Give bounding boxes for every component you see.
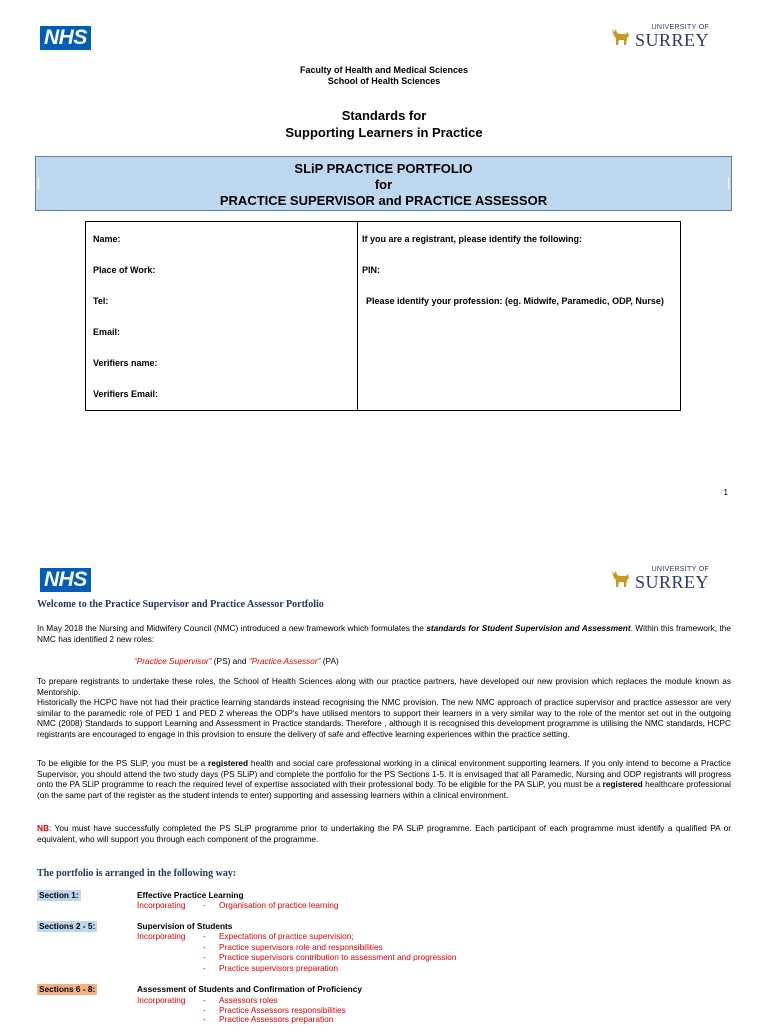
section-item: Practice Assessors preparation [219,1014,334,1024]
portfolio-title-banner [35,156,732,211]
university-of-surrey-logo-page-2 [608,566,709,591]
incorporating-label: Incorporating [137,931,186,941]
university-of-surrey-logo [608,24,709,49]
title-line-1: Standards for [341,108,427,123]
stag-icon [608,25,632,49]
verifiers-email-label[interactable]: Verifiers Email: [93,389,159,399]
school-name: School of Health Sciences [327,76,441,86]
place-of-work-label[interactable]: Place of Work: [93,265,156,275]
incorporating-label: Incorporating [137,995,186,1005]
pin-label[interactable]: PIN: [362,265,380,275]
item-dash: - [203,1005,206,1015]
item-dash: - [203,952,206,962]
incorporating-label: Incorporating [137,900,186,910]
item-dash: - [203,900,206,910]
section-item: Expectations of practice supervision; [219,931,354,941]
section-label: Sections 2 - 5: [39,921,96,931]
mentorship-paragraph: To prepare registrants to undertake these roles, the School of Health Sciences along with our practice partners, have developed our new provision which replaces the module known as Mentorship. [37,676,731,697]
title-line-2: Supporting Learners in Practice [285,125,483,140]
item-dash: - [203,995,206,1005]
item-dash: - [203,1014,206,1024]
email-label[interactable]: Email: [93,327,121,337]
faculty-name: Faculty of Health and Medical Sciences [299,65,469,75]
page-number: 1 [723,488,728,497]
section-item: Practice supervisors preparation [219,963,338,973]
stag-icon [608,567,632,591]
details-form [85,221,681,411]
eligibility-paragraph: To be eligible for the PS SLiP, you must be a registered health and social care professional working in a clinical environment supporting learners. If you only intend to become a Practice Supervisor, you should attend the two study days (PS SLiP) and complete the portfolio for the PS Sections 1-5. It is envisaged that all Paramedic, Nursing and ODP registrants will progress onto the PA SLiP programme to reach the required level of expertise associated with their professional body. To be eligible for the PA SLiP, you must be a registered healthcare professional (on the same part of the register as the student intends to enter) supporting and assessing learners within a clinical environment. [37,758,732,800]
nhs-logo: NHS [40,26,91,50]
section-title: Assessment of Students and Confirmation of Proficiency [137,984,362,994]
arrangement-heading: The portfolio is arranged in the following way: [37,868,237,879]
section-item: Practice supervisors contribution to assessment and progression [219,952,457,962]
roles-line: “Practice Supervisor” (PS) and “Practice Assessor” (PA) [134,656,339,666]
form-divider [357,222,358,410]
intro-paragraph: In May 2018 the Nursing and Midwifery Council (NMC) introduced a new framework which formulates the standards for Student Supervision and Assessment. Within this framework, the NMC has identified 2 new roles: [37,623,731,644]
role-practice-assessor: “Practice Assessor” [248,656,321,666]
item-dash: - [203,931,206,941]
section-title: Supervision of Students [137,921,233,931]
banner-line-3: PRACTICE SUPERVISOR and PRACTICE ASSESSOR [219,193,548,208]
registrant-prompt: If you are a registrant, please identify the following: [362,234,583,244]
banner-line-2: for [374,177,393,192]
logo-surrey-text: SURREY [635,572,710,592]
nb-paragraph: NB: You must have successfully completed the PS SLiP programme prior to undertaking the PA SLiP programme. Each participant of each programme must identify a qualified PA or equivalent, who will support you through each component of the programme. [37,823,731,844]
profession-prompt[interactable]: Please identify your profession: (eg. Midwife, Paramedic, ODP, Nurse) [366,296,664,306]
role-practice-supervisor: “Practice Supervisor” [134,656,212,666]
section-label: Sections 6 - 8: [39,984,96,994]
name-label[interactable]: Name: [93,234,121,244]
logo-university-of-text: UNIVERSITY OF [651,566,710,573]
nhs-logo-page-2: NHS [40,568,91,592]
section-item: Organisation of practice learning [219,900,339,910]
logo-surrey-text: SURREY [635,30,710,50]
banner-line-1: SLiP PRACTICE PORTFOLIO [294,161,473,176]
logo-university-of-text: UNIVERSITY OF [651,24,710,31]
item-dash: - [203,963,206,973]
section-item: Assessors roles [219,995,278,1005]
welcome-heading: Welcome to the Practice Supervisor and Practice Assessor Portfolio [37,599,324,610]
section-item: Practice Assessors responsibilities [219,1005,346,1015]
nb-label: NB [37,823,49,833]
section-item: Practice supervisors role and responsibilities [219,942,383,952]
hcpc-paragraph: Historically the HCPC have not had their practice learning standards instead recognising the NMC provision. The new NMC approach of practice supervisor and practice assessor are very similar to the paramedic role of PED 1 and PED 2 whereas the ODP's have utilised mentors to support their learners in a very similar way to the role of the mentor set out in the outgoing NMC (2008) Standards to support Learning and Assessment in Practice standards. Therefore , although it is recognised this development programme is utilising the NMC standards, HCPC registrants are encouraged to engage in this provision to ensure the delivery of safe and effective learning experiences within the practice setting. [37,697,731,739]
tel-label[interactable]: Tel: [93,296,109,306]
section-title: Effective Practice Learning [137,890,244,900]
verifiers-name-label[interactable]: Verifiers name: [93,358,158,368]
item-dash: - [203,942,206,952]
section-label: Section 1: [39,890,79,900]
